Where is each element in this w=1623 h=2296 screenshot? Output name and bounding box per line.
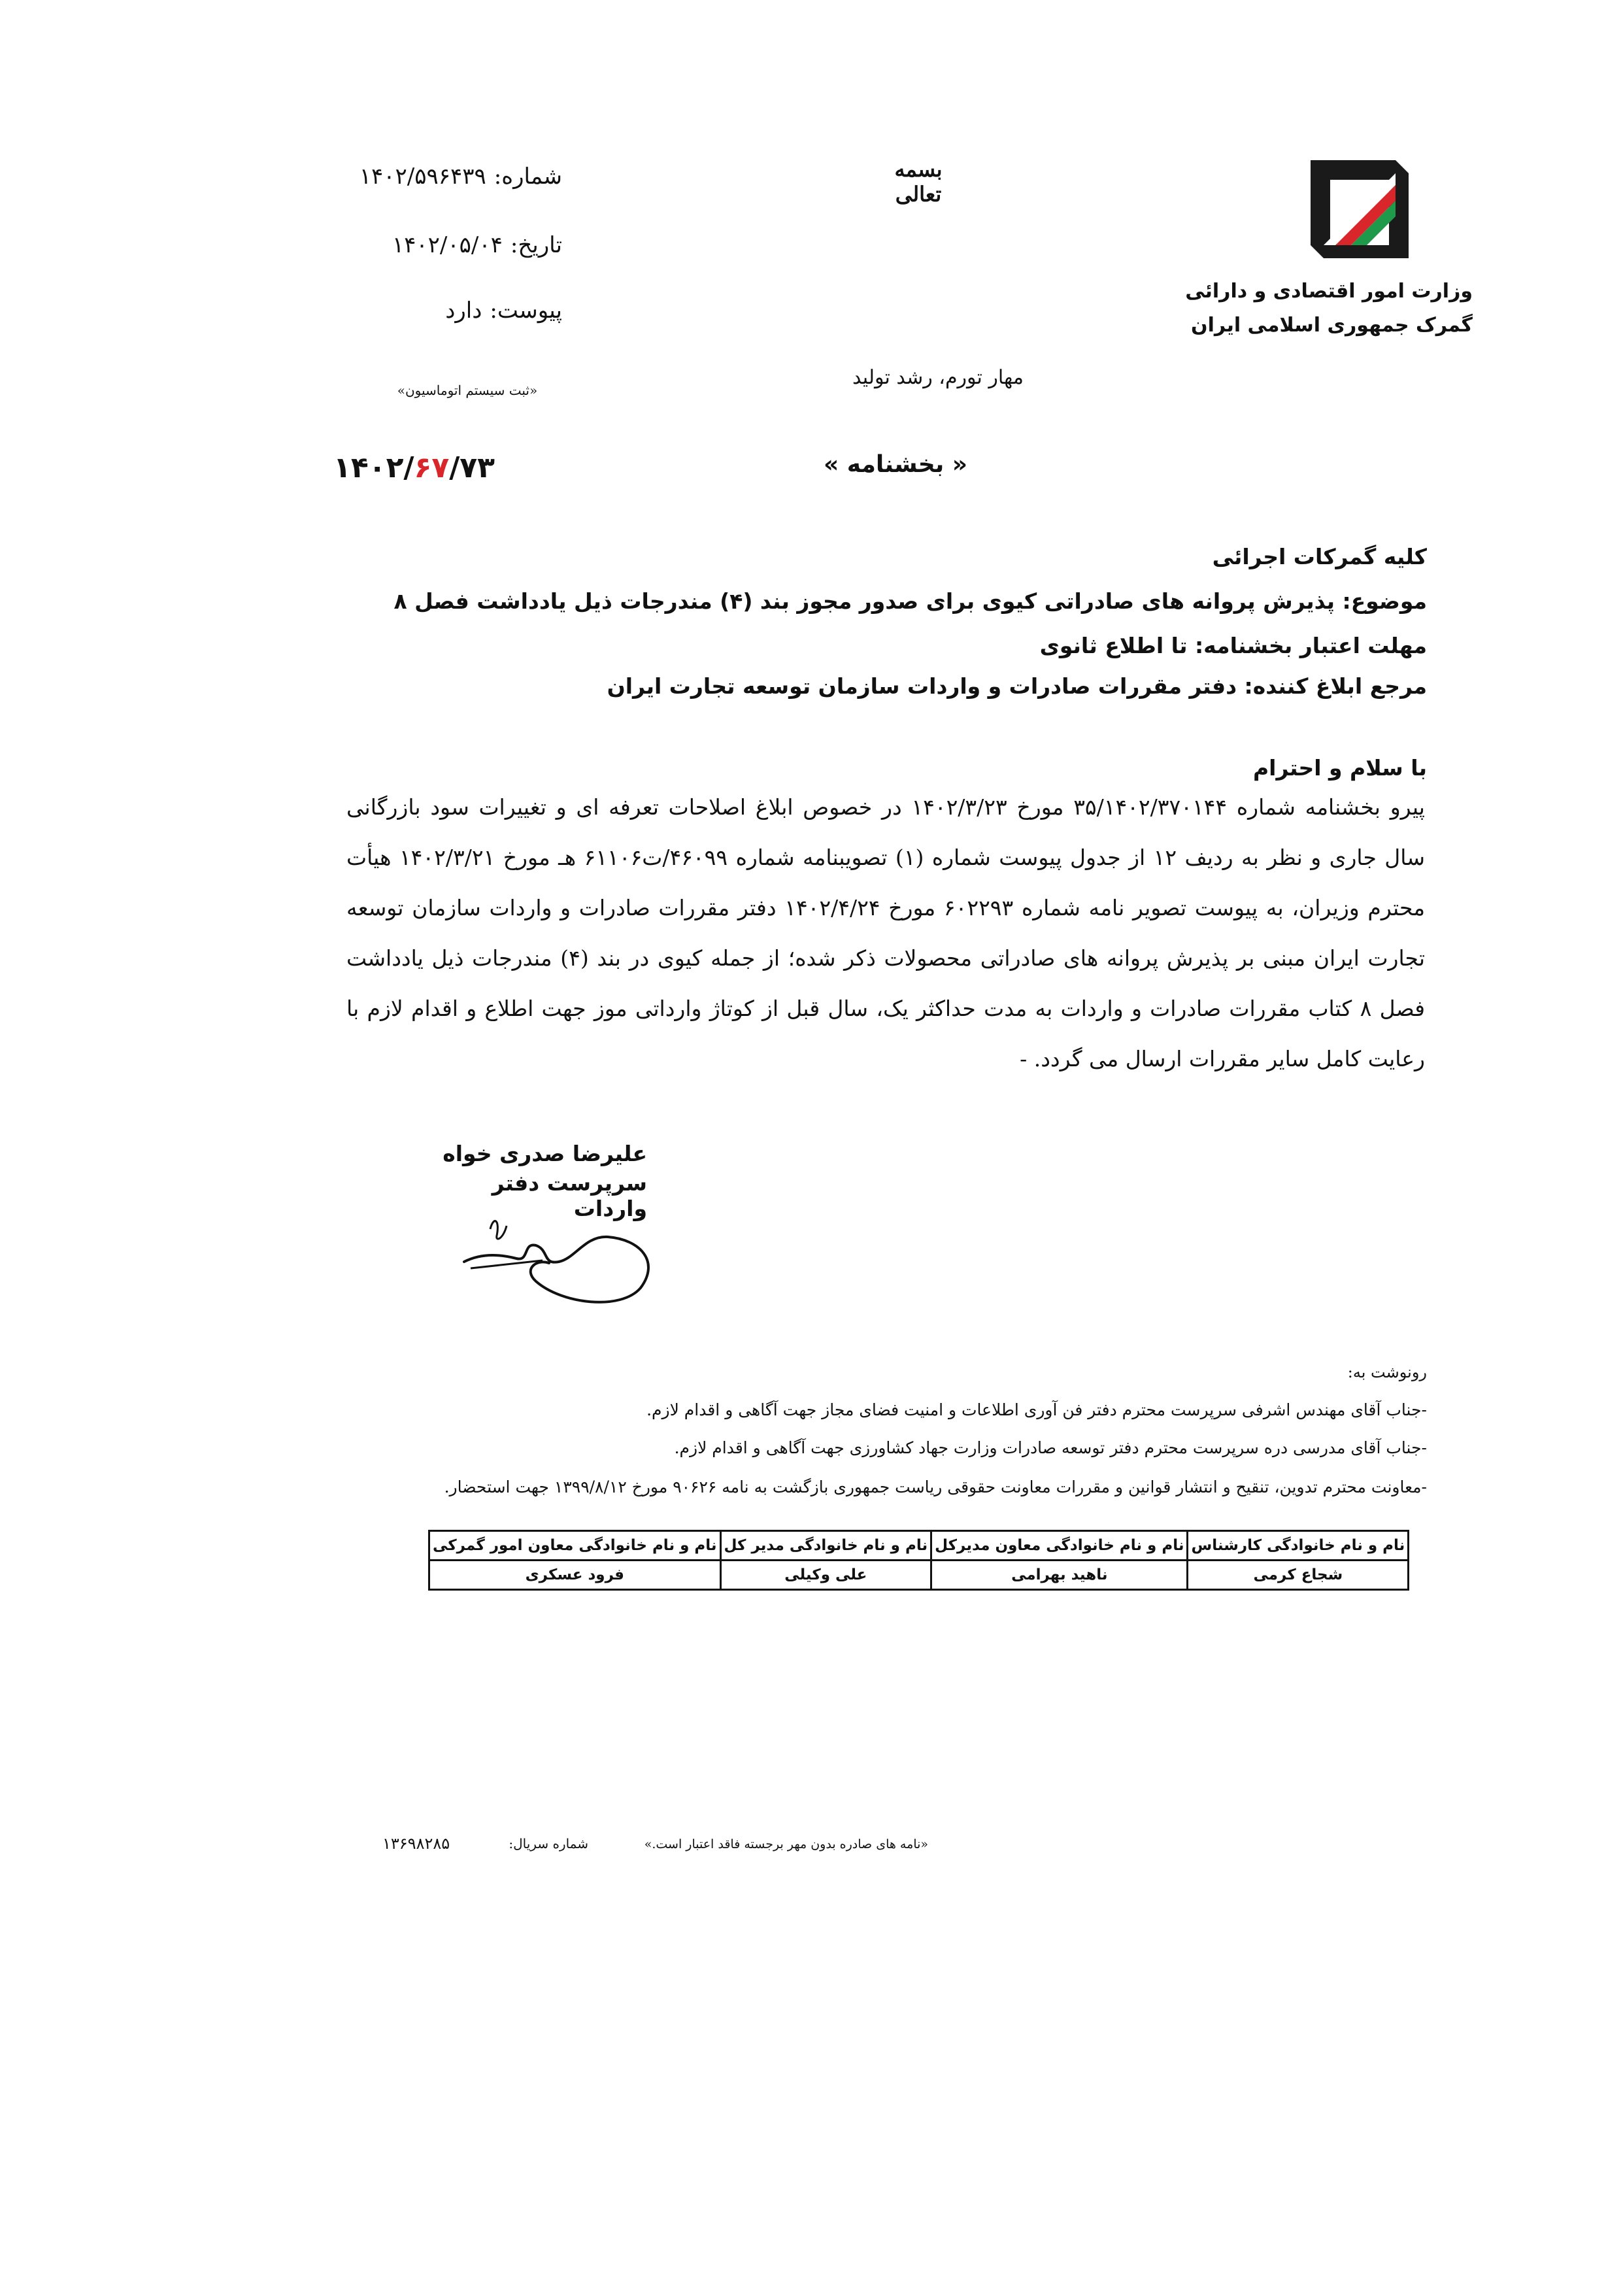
body-line: سال جاری و نظر به ردیف ۱۲ از جدول پیوست شماره (۱) تصویبنامه شماره ۴۶۰۹۹/ت۶۱۱۰۶ هـ مورخ ۱۴۰۲/۳/۲۱ هیأت (346, 845, 1425, 870)
greeting: با سلام و احترام (1252, 755, 1427, 781)
copies-heading: رونوشت به: (1347, 1363, 1427, 1381)
letter-number-label: شماره: (494, 163, 562, 190)
letter-attachment-row (307, 297, 562, 324)
subject-line: موضوع: پذیرش پروانه های صادراتی کیوی برای صدور مجوز بند (۴) مندرجات ذیل یادداشت فصل ۸ (393, 588, 1427, 614)
body-line: تجارت ایران مبنی بر پذیرش پروانه های صادراتی محصولات ذکر شده؛ از جمله کیوی در بند (۴) مندرجات ذیل یادداشت (346, 945, 1425, 971)
signer-title: سرپرست دفتر واردات (492, 1170, 647, 1221)
circular-title: « بخشنامه » (823, 451, 968, 478)
circular-number-suffix: /۷۳ (449, 451, 495, 484)
copy-recipient: -جناب آقای مدرسی دره سرپرست محترم دفتر توسعه صادرات وزارت جهاد کشاورزی جهت آگاهی و اقدام لازم. (674, 1438, 1427, 1457)
letter-number-row (307, 163, 562, 190)
letter-number-value: ۱۴۰۲/۵۹۶۴۳۹ (359, 163, 486, 190)
signoff-header-customs-deputy: نام و نام خانوادگی معاون امور گمرکی (429, 1531, 721, 1561)
table-row (429, 1561, 1409, 1590)
serial-number-label: شماره سریال: (509, 1836, 588, 1851)
signoff-name-director: علی وکیلی (720, 1561, 931, 1590)
letter-date-label: تاریخ: (510, 232, 562, 258)
body-line: فصل ۸ کتاب مقررات صادرات و واردات به مدت حداکثر یک، سال قبل از کوتاژ وارداتی موز جهت اطلاع و اقدام لازم با (346, 996, 1425, 1021)
copy-recipient: -معاونت محترم تدوین، تنقیح و انتشار قوانین و مقررات معاونت حقوقی ریاست جمهوری بازگشت به نامه ۹۰۶۲۶ مورخ ۱۳۹۹/۸/۱۲ جهت استحضار. (444, 1477, 1427, 1496)
automation-system-note: «ثبت سیستم اتوماسیون» (397, 382, 538, 398)
signoff-name-deputy-director: ناهید بهرامی (931, 1561, 1188, 1590)
letter-date-row (307, 232, 562, 258)
signer-name: علیرضا صدری خواه (443, 1141, 647, 1166)
serial-number-value: ۱۳۶۹۸۲۸۵ (382, 1834, 450, 1853)
validity-footer-note: «نامه های صادره بدون مهر برجسته فاقد اعتبار است.» (644, 1837, 928, 1851)
invocation-text: بسمه تعالی (894, 157, 943, 207)
signoff-name-expert: شجاع کرمی (1188, 1561, 1409, 1590)
table-row (429, 1531, 1409, 1561)
circular-number (333, 451, 510, 484)
signoff-table (428, 1530, 1409, 1591)
org-customs-name: گمرک جمهوری اسلامی ایران (1191, 314, 1473, 337)
body-line: پیرو بخشنامه شماره ۳۵/۱۴۰۲/۳۷۰۱۴۴ مورخ ۱۴۰۲/۳/۲۳ در خصوص ابلاغ اصلاحات تعرفه ای و تغییرات سود بازرگانی (346, 794, 1425, 820)
signoff-header-director: نام و نام خانوادگی مدیر کل (720, 1531, 931, 1561)
handwritten-signature-icon (444, 1190, 667, 1308)
circular-number-year: ۱۴۰۲/ (333, 451, 414, 484)
recipient-line: کلیه گمرکات اجرائی (1212, 544, 1427, 569)
letter-attachment-label: پیوست: (490, 297, 562, 324)
letter-attachment-value: دارد (445, 297, 482, 324)
signoff-header-deputy-director: نام و نام خانوادگی معاون مدیرکل (931, 1531, 1188, 1561)
reference-line: مرجع ابلاغ کننده: دفتر مقررات صادرات و واردات سازمان توسعه تجارت ایران (607, 673, 1427, 699)
customs-logo-icon (1297, 147, 1422, 271)
circular-number-sequence: ۶۷ (414, 451, 450, 484)
signoff-header-expert: نام و نام خانوادگی کارشناس (1188, 1531, 1409, 1561)
year-slogan: مهار تورم، رشد تولید (852, 366, 1024, 389)
copy-recipient: -جناب آقای مهندس اشرفی سرپرست محترم دفتر فن آوری اطلاعات و امنیت فضای مجاز جهت آگاهی و اقدام لازم. (646, 1400, 1427, 1419)
org-ministry-name: وزارت امور اقتصادی و دارائی (1185, 280, 1473, 303)
body-line: محترم وزیران، به پیوست تصویر نامه شماره ۶۰۲۲۹۳ مورخ ۱۴۰۲/۴/۲۴ دفتر مقررات صادرات و واردات سازمان توسعه (346, 895, 1425, 920)
validity-line: مهلت اعتبار بخشنامه: تا اطلاع ثانوی (1039, 633, 1427, 658)
body-line: رعایت کامل سایر مقررات ارسال می گردد. - (1020, 1046, 1425, 1072)
signoff-name-customs-deputy: فرود عسکری (429, 1561, 721, 1590)
letter-date-value: ۱۴۰۲/۰۵/۰۴ (392, 232, 503, 258)
